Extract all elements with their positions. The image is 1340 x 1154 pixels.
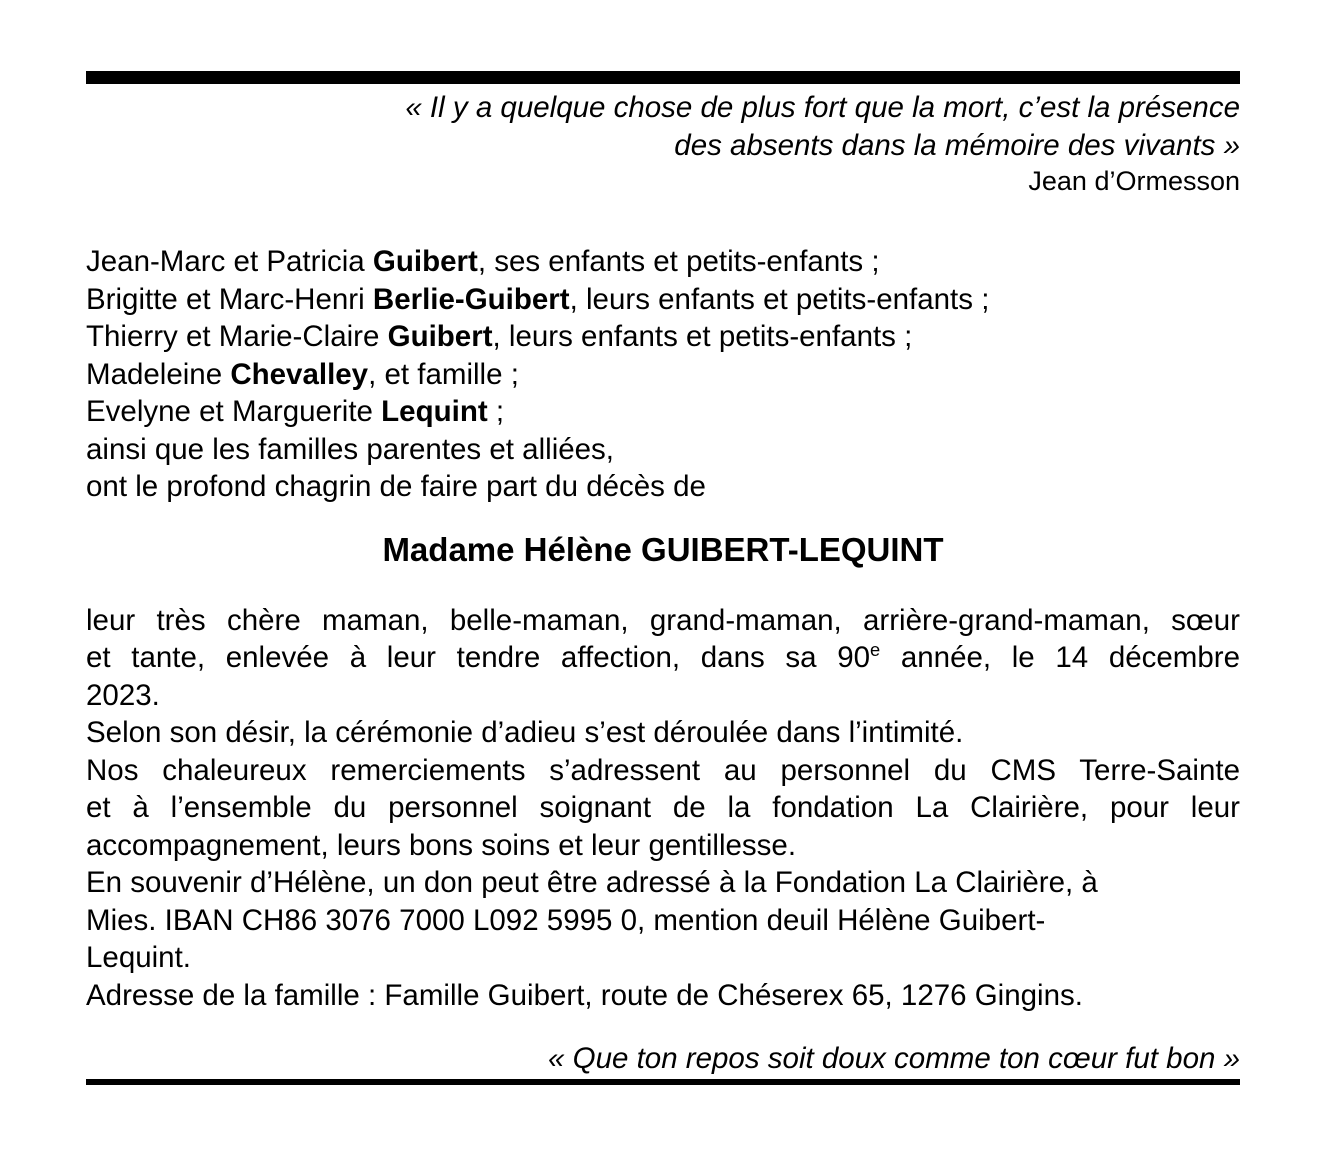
deceased-name-title: Madame Hélène GUIBERT-LEQUINT — [382, 530, 944, 568]
body-line: et à l’ensemble du personnel soignant de la fondation La Clairière, pour leur — [86, 791, 1240, 824]
notice-body — [86, 602, 1240, 1015]
family-line: Evelyne et Marguerite Lequint ; — [86, 395, 505, 428]
family-list — [86, 243, 1240, 506]
family-line: Brigitte et Marc-Henri Berlie-Guibert, leurs enfants et petits-enfants ; — [86, 282, 990, 316]
opening-quote-line-2: des absents dans la mémoire des vivants » — [674, 129, 1240, 162]
body-line: Adresse de la famille : Famille Guibert, route de Chéserex 65, 1276 Gingins. — [86, 978, 1083, 1012]
quote-attribution: Jean d’Ormesson — [1028, 166, 1240, 196]
opening-quote-line-1: « Il y a quelque chose de plus fort que la mort, c’est la présence — [405, 91, 1240, 124]
body-line: Selon son désir, la cérémonie d’adieu s’est déroulée dans l’intimité. — [86, 716, 964, 749]
top-rule — [86, 71, 1240, 84]
family-line: ont le profond chagrin de faire part du décès de — [86, 470, 706, 503]
body-line: 2023. — [86, 678, 160, 712]
body-line: Nos chaleureux remerciements s’adressent au personnel du CMS Terre-Sainte — [86, 753, 1240, 787]
body-line: et tante, enlevée à leur tendre affection, dans sa 90e année, le 14 décembre — [86, 639, 1241, 674]
body-line: Mies. IBAN CH86 3076 7000 L092 5995 0, mention deuil Hélène Guibert- — [86, 903, 1046, 937]
body-line: accompagnement, leurs bons soins et leur gentillesse. — [86, 828, 797, 862]
bottom-rule — [86, 1079, 1240, 1085]
body-line: leur très chère maman, belle-maman, grand-maman, arrière-grand-maman, sœur — [86, 603, 1240, 637]
body-line: En souvenir d’Hélène, un don peut être adressé à la Fondation La Clairière, à — [86, 866, 1098, 899]
closing-quote: « Que ton repos soit doux comme ton cœur fut bon » — [548, 1042, 1240, 1075]
family-line: Thierry et Marie-Claire Guibert, leurs enfants et petits-enfants ; — [86, 320, 913, 353]
family-line: Jean-Marc et Patricia Guibert, ses enfants et petits-enfants ; — [86, 245, 880, 278]
opening-quote — [86, 89, 1240, 165]
family-line: Madeleine Chevalley, et famille ; — [86, 357, 519, 391]
body-line: Lequint. — [86, 941, 191, 974]
family-line: ainsi que les familles parentes et alliées, — [86, 432, 615, 466]
